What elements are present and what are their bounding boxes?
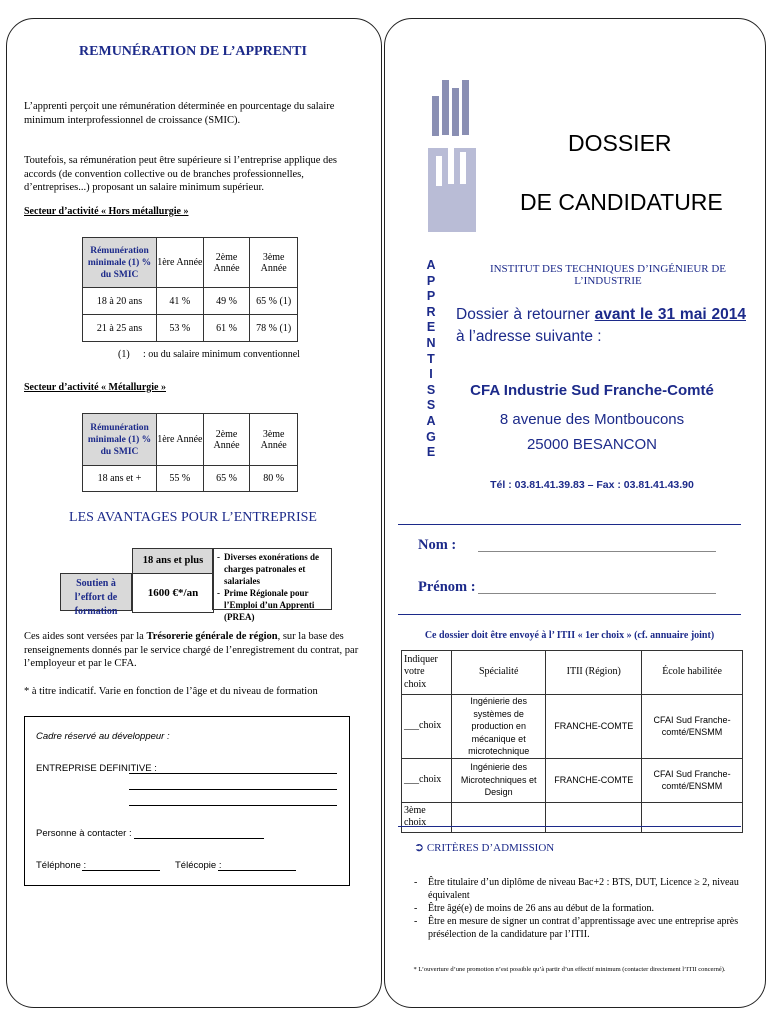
choice-input-1[interactable]: ___choix: [402, 695, 452, 759]
remuneration-table-1: [82, 237, 298, 342]
table-cell: 78 % (1): [250, 315, 298, 342]
criteria-text: Être âgé(e) de moins de 26 ans au début de la formation.: [428, 903, 655, 914]
remuneration-title: REMUNÉRATION DE L’APPRENTI: [79, 44, 307, 59]
return-text-pre: Dossier à retourner: [456, 306, 595, 323]
table-cell: 21 à 25 ans: [83, 315, 157, 342]
dossier-title-2: DE CANDIDATURE: [520, 189, 723, 215]
sector-hors-metallurgie-label: Secteur d’activité « Hors métallurgie »: [24, 206, 189, 217]
dev-phone-line[interactable]: [82, 870, 160, 871]
dev-company-label: ENTREPRISE DEFINITIVE :: [36, 763, 157, 774]
table-cell: 65 % (1): [250, 288, 298, 315]
dev-fax-label: Télécopie :: [175, 860, 222, 871]
choice-table: [401, 650, 743, 833]
table-cell: 41 %: [157, 288, 204, 315]
divider-bottom: [398, 826, 741, 827]
dossier-title-1: DOSSIER: [568, 130, 672, 156]
vertical-letter: A: [426, 413, 436, 428]
table2-header-year-2: 2ème Année: [203, 414, 250, 466]
vertical-letter: P: [426, 289, 436, 304]
criteria-text: Être titulaire d’un diplôme de niveau Bac+2 : BTS, DUT, Licence ≥ 2, niveau équivalent: [428, 877, 739, 901]
dev-phone-label: Téléphone :: [36, 860, 87, 871]
remuneration-table-2: [82, 413, 298, 492]
criteria-title: CRITÈRES D’ADMISSION: [426, 842, 555, 854]
table1-header-year-3: 3ème Année: [250, 238, 298, 288]
table-cell: 61 %: [203, 315, 250, 342]
table-row: [402, 758, 743, 802]
list-item: - Être titulaire d’un diplôme de niveau Bac+2 : BTS, DUT, Licence ≥ 2, niveau équivalent: [414, 876, 744, 902]
return-deadline: avant le 31 mai 2014: [594, 306, 746, 323]
table-cell: CFAI Sud Franche-comté/ENSMM: [642, 695, 743, 759]
vertical-letter: E: [426, 320, 436, 335]
vertical-letter: A: [426, 258, 436, 272]
dev-fax-line[interactable]: [218, 870, 296, 871]
aids-text-pre: Ces aides sont versées par la: [24, 631, 147, 642]
itii-logo: [426, 78, 482, 232]
choice-header-indicate: Indiquer votre choix: [402, 651, 452, 695]
table-row: [402, 695, 743, 759]
dev-contact-line[interactable]: [134, 838, 264, 839]
table-cell: 53 %: [157, 315, 204, 342]
table-cell: Ingénierie des systèmes de production en mécanique et microtechnique: [452, 695, 546, 759]
dev-contact-label: Personne à contacter :: [36, 828, 132, 839]
criteria-text: Être en mesure de signer un contrat d’apprentissage avec une entreprise après présélection de la candidature par l’ITII.: [428, 916, 739, 940]
prenom-label: Prénom :: [418, 579, 476, 595]
return-instructions: [456, 304, 746, 348]
table2-header-rate: Rémunération minimale (1) % du SMIC: [83, 414, 157, 466]
table-cell: 49 %: [203, 288, 250, 315]
choice-header-school: École habilitée: [642, 651, 743, 695]
table-cell: FRANCHE-COMTE: [546, 695, 642, 759]
aids-paragraph: [24, 630, 369, 671]
table-row: [402, 802, 743, 832]
aids-text-bold: Trésorerie générale de région: [146, 631, 278, 642]
vertical-letter: G: [426, 429, 436, 444]
table-row: [83, 288, 298, 315]
table-row: [83, 315, 298, 342]
advantages-bullet-box: [212, 548, 332, 622]
institute-name: INSTITUT DES TECHNIQUES D’INGÉNIEUR DE L’INDUSTRIE: [489, 263, 727, 287]
table1-header-year-2: 2ème Année: [203, 238, 250, 288]
dev-company-line-2[interactable]: [129, 789, 337, 790]
dev-company-line-3[interactable]: [129, 805, 337, 806]
table-cell: CFAI Sud Franche-comté/ENSMM: [642, 758, 743, 802]
table1-header-year-1: 1ère Année: [157, 238, 204, 288]
table-cell: 65 %: [203, 466, 250, 492]
table-cell[interactable]: [452, 802, 546, 832]
list-item: - Prime Régionale pour l’Emploi d’un Apprenti (PREA): [217, 587, 327, 623]
vertical-letter: I: [429, 367, 433, 382]
aids-text-post: , sur la base des renseignements donnés par le service chargé de l’enregistrement du contrat, par l’employeur et par le CFA.: [24, 631, 359, 669]
list-item: - Être en mesure de signer un contrat d’apprentissage avec une entreprise après présélection de la candidature par l’ITII.: [414, 915, 744, 941]
list-item: - Diverses exonérations de charges patronales et salariales: [217, 551, 327, 587]
list-item: - Être âgé(e) de moins de 26 ans au début de la formation.: [414, 903, 655, 914]
choice-input-2[interactable]: ___choix: [402, 758, 452, 802]
divider-middle: [398, 614, 741, 615]
bullet-text: Prime Régionale pour l’Emploi d’un Apprenti (PREA): [224, 588, 315, 622]
table-cell: Ingénierie des Microtechniques et Design: [452, 758, 546, 802]
return-text-post: à l’adresse suivante :: [456, 328, 602, 345]
divider-top: [398, 524, 741, 525]
advantages-row-label: Soutien à l’effort de formation: [60, 573, 132, 611]
cfa-name: CFA Industrie Sud Franche-Comté: [470, 382, 714, 399]
vertical-letter: E: [426, 445, 436, 460]
cfa-contact: Tél : 03.81.41.39.83 – Fax : 03.81.41.43.90: [490, 479, 694, 491]
table-cell[interactable]: [642, 802, 743, 832]
choice-input-3[interactable]: 3ème choix: [402, 802, 452, 832]
apprentissage-vertical: [424, 258, 438, 461]
indicative-note: * à titre indicatif. Varie en fonction de l’âge et du niveau de formation: [24, 686, 318, 697]
vertical-letter: R: [426, 304, 436, 319]
cfa-city: 25000 BESANCON: [526, 436, 658, 453]
advantages-title: LES AVANTAGES POUR L’ENTREPRISE: [69, 510, 317, 525]
intro-paragraph-2: Toutefois, sa rémunération peut être supérieure si l’entreprise applique des accords (de convention collective ou de branches professionnelles, d’entreprises...) proposant un salaire minimum supérieur.: [24, 155, 337, 193]
table-cell: 55 %: [157, 466, 204, 492]
choice-header-specialty: Spécialité: [452, 651, 546, 695]
nom-field[interactable]: [478, 551, 716, 552]
advantages-age-header: 18 ans et plus: [132, 548, 214, 574]
bottom-note: * L’ouverture d’une promotion n’est possible qu’à partir d’un effectif minimum (contacter directement l’ITII concerné).: [413, 966, 726, 973]
table-row: [83, 466, 298, 492]
criteria-list: [414, 876, 744, 941]
table-cell[interactable]: [546, 802, 642, 832]
table2-header-year-1: 1ère Année: [157, 414, 204, 466]
table-cell: 18 à 20 ans: [83, 288, 157, 315]
footnote-1-number: (1): [118, 349, 130, 360]
prenom-field[interactable]: [478, 593, 716, 594]
advantages-amount: 1600 €*/an: [132, 573, 214, 613]
sector-metallurgie-label: Secteur d’activité « Métallurgie »: [24, 382, 166, 393]
criteria-heading: [414, 840, 554, 855]
vertical-letter: N: [426, 335, 436, 350]
choice-header-itii: ITII (Région): [546, 651, 642, 695]
table-cell: 18 ans et +: [83, 466, 157, 492]
cfa-street: 8 avenue des Montboucons: [499, 411, 685, 428]
nom-label: Nom :: [418, 537, 457, 553]
arrow-icon: ➲: [414, 840, 425, 854]
vertical-letter: T: [427, 351, 435, 366]
send-note: Ce dossier doit être envoyé à l’ ITII « 1er choix » (cf. annuaire joint): [424, 630, 715, 641]
footnote-1-text: : ou du salaire minimum conventionnel: [143, 349, 300, 360]
vertical-letter: S: [426, 382, 436, 397]
intro-paragraph-1: L’apprenti perçoit une rémunération déterminée en pourcentage du salaire minimum interprofessionnel de croissance (SMIC).: [24, 101, 335, 126]
dev-company-line-1[interactable]: [129, 773, 337, 774]
table2-header-year-3: 3ème Année: [250, 414, 298, 466]
bullet-text: Diverses exonérations de charges patronales et salariales: [224, 552, 319, 586]
table-cell: 80 %: [250, 466, 298, 492]
table-cell: FRANCHE-COMTE: [546, 758, 642, 802]
dev-box-title: Cadre réservé au développeur :: [36, 731, 170, 742]
table1-header-rate: Rémunération minimale (1) % du SMIC: [83, 238, 157, 288]
vertical-letter: S: [426, 398, 436, 413]
vertical-letter: P: [426, 273, 436, 288]
